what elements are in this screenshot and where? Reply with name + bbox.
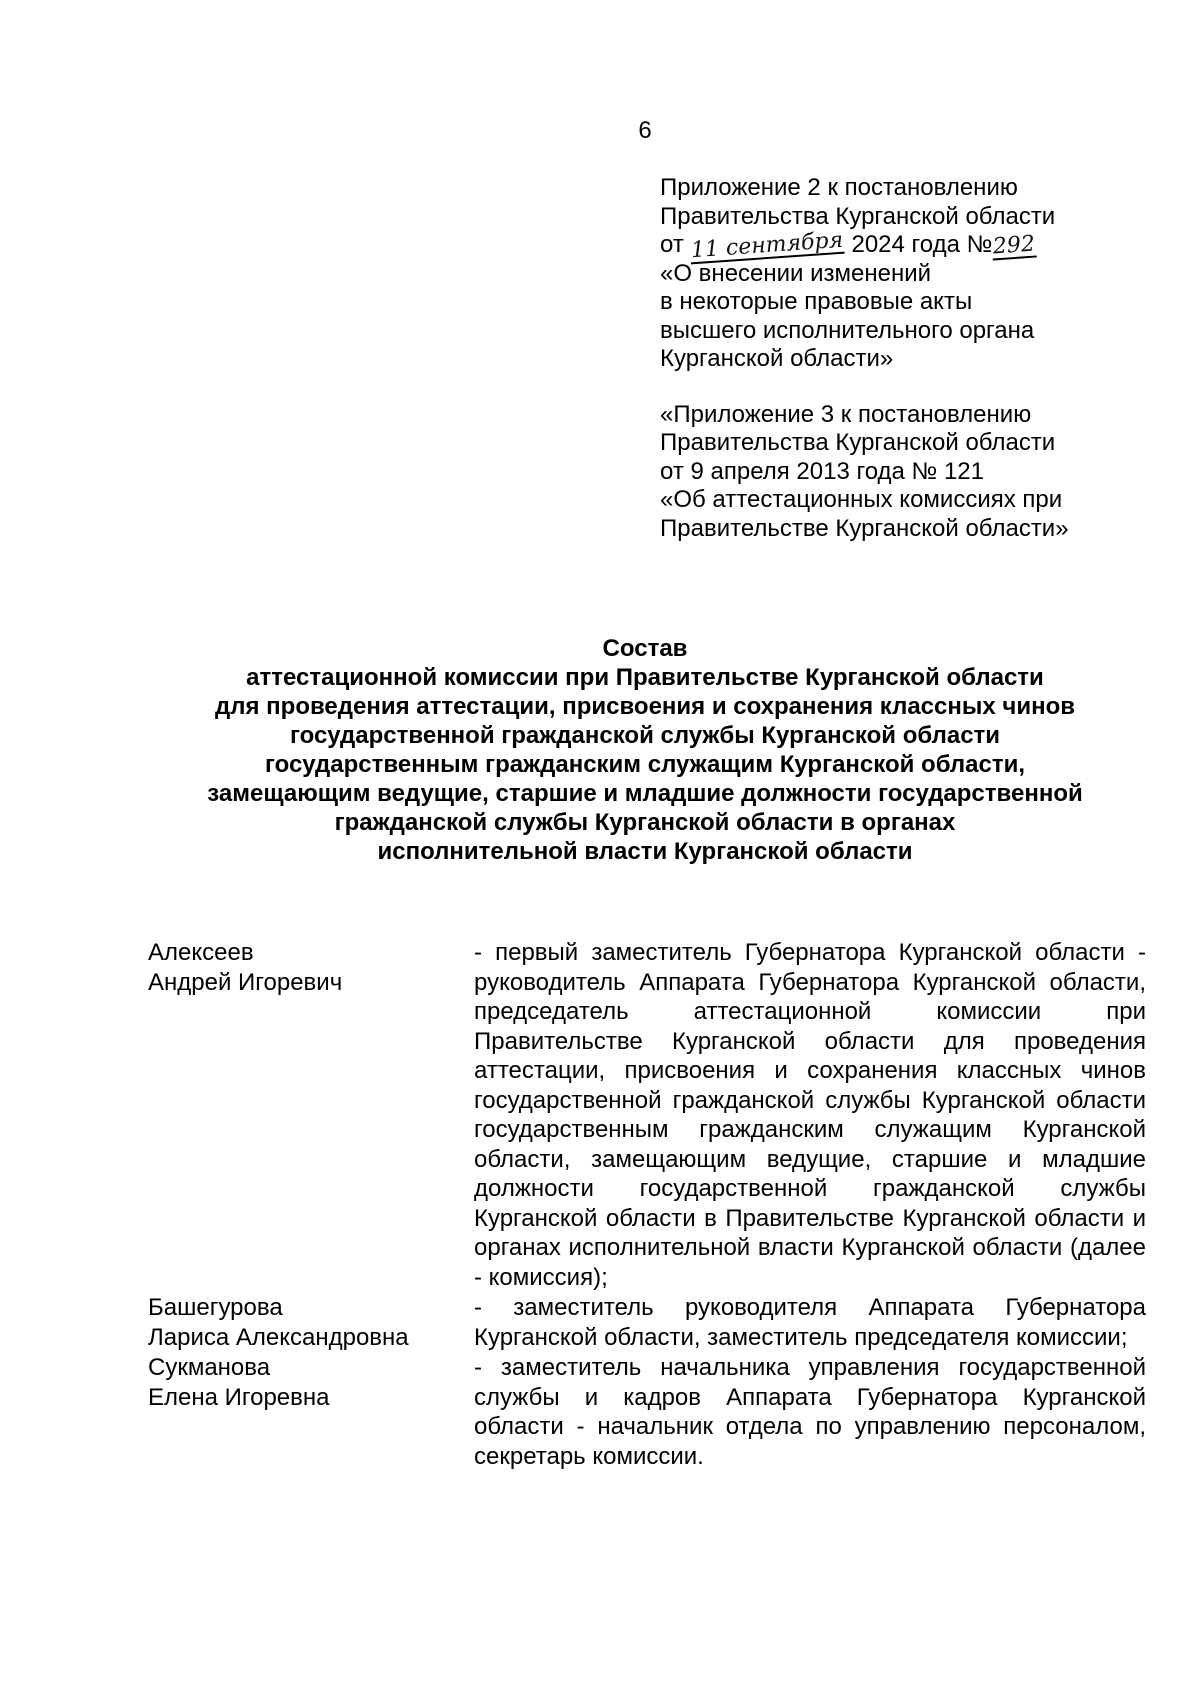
member-given-names: Андрей Игоревич xyxy=(148,968,343,996)
appendix-line: высшего исполнительного органа xyxy=(660,316,1035,344)
member-name xyxy=(148,1293,474,1352)
member-name xyxy=(148,1353,474,1471)
title-line: государственным гражданским служащим Курганской области, xyxy=(264,751,1026,778)
quoted-appendix-line: Правительстве Курганской области» xyxy=(660,514,1069,542)
member-row xyxy=(148,1293,1148,1352)
appendix-date-middle: 2024 года № xyxy=(851,231,993,258)
appendix-line: в некоторые правовые акты xyxy=(660,288,973,315)
member-position: - первый заместитель Губернатора Курганской области - руководитель Аппарата Губернатора Курганской области, председатель аттестационной комиссии при Правительстве Курганской области для проведения аттестации, присвоения и сохранения классных чинов государственной гражданской службы Курганской области государственным гражданским служащим Курганской области, замещающим ведущие, старшие и младшие должности государственной гражданской службы Курганской области в Правительстве Курганской области и органах исполнительной власти Курганской области (далее - комиссия); xyxy=(474,939,1146,1291)
member-surname: Алексеев xyxy=(148,939,254,966)
appendix-line: Правительства Курганской области xyxy=(660,202,1056,230)
title-line: государственной гражданской службы Курганской области xyxy=(289,722,1001,749)
handwritten-date: 11 сентября xyxy=(690,227,845,264)
member-surname: Башегурова xyxy=(148,1294,283,1321)
title-line: для проведения аттестации, присвоения и сохранения классных чинов xyxy=(215,693,1075,720)
member-position: - заместитель руководителя Аппарата Губернатора Курганской области, заместитель председателя комиссии; xyxy=(474,1294,1146,1351)
member-given-names: Елена Игоревна xyxy=(148,1383,330,1411)
appendix-header xyxy=(660,174,1180,543)
commission-members xyxy=(148,938,1148,1472)
quoted-appendix-line: «Об аттестационных комиссиях при xyxy=(660,486,1063,513)
title-line: Состав xyxy=(602,635,688,662)
appendix-line: Приложение 2 к постановлению xyxy=(660,174,1018,201)
handwritten-number: 292 xyxy=(992,231,1037,260)
quoted-appendix-line: от 9 апреля 2013 года № 121 xyxy=(660,457,984,485)
document-title xyxy=(150,634,1140,866)
member-surname: Сукманова xyxy=(148,1354,271,1381)
member-name xyxy=(148,938,474,1292)
appendix-line: «О внесении изменений xyxy=(660,259,932,287)
member-row xyxy=(148,1353,1148,1471)
member-given-names: Лариса Александровна xyxy=(148,1323,409,1351)
appendix-line: Курганской области» xyxy=(660,345,894,372)
title-line: гражданской службы Курганской области в органах xyxy=(334,809,956,836)
member-position: - заместитель начальника управления государственной службы и кадров Аппарата Губернатора Курганской области - начальник отдела по управлению персоналом, секретарь комиссии. xyxy=(474,1354,1146,1470)
quoted-appendix-line: «Приложение 3 к постановлению xyxy=(660,400,1032,428)
title-line: аттестационной комиссии при Правительстве Курганской области xyxy=(246,664,1044,691)
title-line: замещающим ведущие, старшие и младшие должности государственной xyxy=(207,780,1083,807)
member-row xyxy=(148,938,1148,1292)
title-line: исполнительной власти Курганской области xyxy=(377,838,913,865)
spacer xyxy=(660,374,1180,401)
appendix-date-prefix: от xyxy=(660,231,684,258)
page-number: 6 xyxy=(638,117,652,144)
quoted-appendix-line: Правительства Курганской области xyxy=(660,429,1056,456)
appendix-date-line xyxy=(660,227,1180,264)
